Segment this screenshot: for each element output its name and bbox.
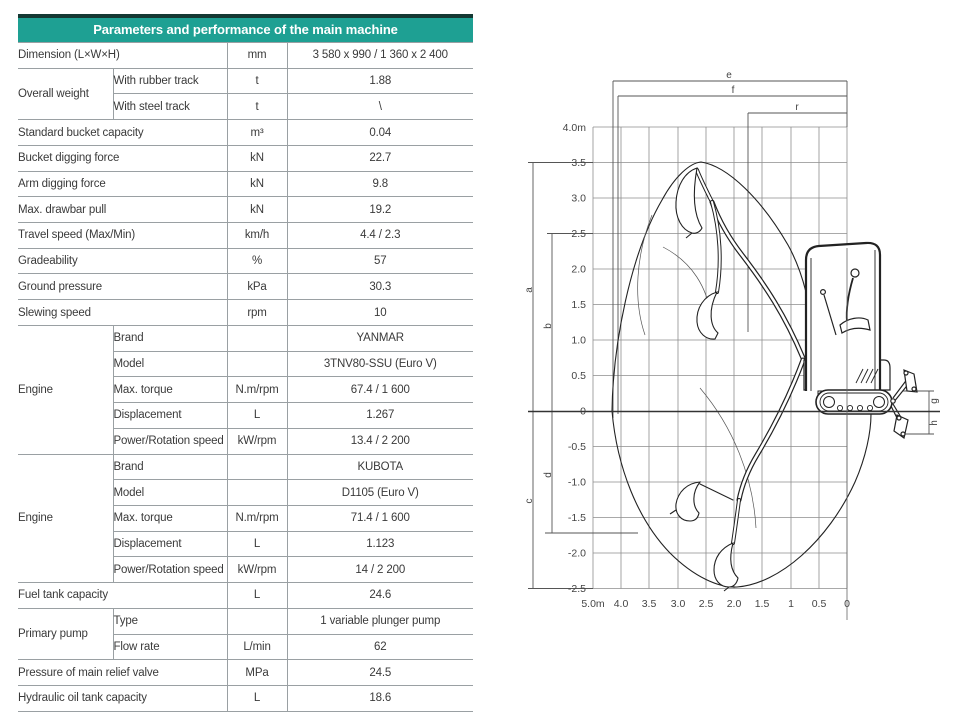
table-row — [18, 274, 473, 300]
param-subname: Model — [113, 480, 227, 506]
param-group-primary-pump: Primary pump — [18, 608, 113, 659]
param-unit: L — [227, 531, 287, 557]
param-group-overall-weight: Overall weight — [18, 68, 113, 119]
param-value: \ — [287, 94, 473, 120]
bucket-dump-position — [697, 292, 718, 339]
param-value: 0.04 — [287, 120, 473, 146]
param-value: 9.8 — [287, 171, 473, 197]
table-row — [18, 300, 473, 326]
x-tick-label: 4.0 — [613, 598, 629, 610]
param-unit: kN — [227, 197, 287, 223]
table-row — [18, 608, 473, 634]
param-value: 57 — [287, 248, 473, 274]
param-group-engine-1: Engine — [18, 325, 113, 454]
x-tick-label: 1 — [788, 598, 794, 610]
working-range-diagram — [520, 60, 956, 689]
param-name: Bucket digging force — [18, 145, 227, 171]
param-name: Standard bucket capacity — [18, 120, 227, 146]
param-unit: L/min — [227, 634, 287, 660]
param-subname: Displacement — [113, 403, 227, 429]
param-value: 71.4 / 1 600 — [287, 505, 473, 531]
param-subname: Max. torque — [113, 377, 227, 403]
param-name: Pressure of main relief valve — [18, 660, 227, 686]
param-value: 13.4 / 2 200 — [287, 428, 473, 454]
spec-table — [18, 42, 473, 712]
param-name: Arm digging force — [18, 171, 227, 197]
table-row — [18, 685, 473, 711]
table-row — [18, 325, 473, 351]
y-tick-label: 0 — [580, 405, 586, 418]
param-value: 1.267 — [287, 403, 473, 429]
param-name: Fuel tank capacity — [18, 583, 227, 609]
y-tick-label: 4.0m — [562, 122, 586, 134]
canopy-frame — [806, 243, 880, 391]
table-row — [18, 660, 473, 686]
param-unit: N.m/rpm — [227, 505, 287, 531]
track-undercarriage — [816, 390, 892, 414]
param-name: Gradeability — [18, 248, 227, 274]
dim-label-f: f — [731, 85, 735, 96]
bucket-max-height — [676, 168, 702, 238]
param-value: 14 / 2 200 — [287, 557, 473, 583]
dim-label-g: g — [929, 398, 940, 404]
y-tick-label: -2.5 — [567, 583, 586, 595]
param-value: 1 variable plunger pump — [287, 608, 473, 634]
param-value: 19.2 — [287, 197, 473, 223]
param-value: 30.3 — [287, 274, 473, 300]
param-name: Ground pressure — [18, 274, 227, 300]
dim-label-r: r — [795, 102, 799, 113]
param-subname: Power/Rotation speed — [113, 428, 227, 454]
boom-lowered — [700, 360, 803, 543]
param-value: 1.88 — [287, 68, 473, 94]
param-unit: m³ — [227, 120, 287, 146]
param-subname: With rubber track — [113, 68, 227, 94]
table-row — [18, 43, 473, 69]
param-subname: Displacement — [113, 531, 227, 557]
x-tick-label: 2.0 — [726, 598, 742, 610]
bucket-max-reach — [670, 482, 700, 521]
param-name: Dimension (L×W×H) — [18, 43, 227, 69]
table-row — [18, 120, 473, 146]
dim-label-b: b — [543, 323, 554, 329]
x-tick-label: 5.0m — [581, 598, 605, 610]
y-tick-label: -1.5 — [567, 512, 586, 524]
param-name: Max. drawbar pull — [18, 197, 227, 223]
y-tick-label: 2.0 — [571, 263, 586, 276]
param-subname: Flow rate — [113, 634, 227, 660]
y-tick-label: 1.0 — [571, 334, 586, 347]
table-row — [18, 223, 473, 249]
param-unit: kPa — [227, 274, 287, 300]
param-unit: MPa — [227, 660, 287, 686]
param-value: 24.6 — [287, 583, 473, 609]
param-name: Slewing speed — [18, 300, 227, 326]
excavator-illustration — [804, 243, 917, 438]
dim-label-a: a — [524, 287, 535, 293]
param-value: KUBOTA — [287, 454, 473, 480]
table-row — [18, 145, 473, 171]
param-unit — [227, 351, 287, 377]
bucket-swing-arcs — [638, 215, 756, 528]
param-value: 67.4 / 1 600 — [287, 377, 473, 403]
y-tick-label: 3.5 — [571, 157, 586, 169]
y-tick-label: 3.0 — [571, 192, 586, 205]
param-unit: L — [227, 403, 287, 429]
x-tick-label: 0.5 — [811, 598, 827, 610]
param-value: 3 580 x 990 / 1 360 x 2 400 — [287, 43, 473, 69]
param-subname: Max. torque — [113, 505, 227, 531]
x-tick-label: 1.5 — [754, 598, 770, 610]
param-value: 62 — [287, 634, 473, 660]
param-unit: t — [227, 68, 287, 94]
param-subname: Power/Rotation speed — [113, 557, 227, 583]
param-unit: kN — [227, 171, 287, 197]
param-unit: kN — [227, 145, 287, 171]
param-value: 4.4 / 2.3 — [287, 223, 473, 249]
dim-label-d: d — [543, 472, 554, 478]
table-row — [18, 171, 473, 197]
x-axis-labels — [581, 598, 850, 610]
param-subname: Brand — [113, 454, 227, 480]
param-unit: kW/rpm — [227, 557, 287, 583]
param-unit: L — [227, 583, 287, 609]
param-unit — [227, 608, 287, 634]
param-value: 3TNV80-SSU (Euro V) — [287, 351, 473, 377]
param-subname: Brand — [113, 325, 227, 351]
y-tick-label: -2.0 — [567, 547, 586, 560]
param-subname: With steel track — [113, 94, 227, 120]
dozer-blade — [891, 370, 917, 438]
parameters-table — [18, 14, 473, 712]
param-unit: L — [227, 685, 287, 711]
param-value: YANMAR — [287, 325, 473, 351]
param-unit — [227, 325, 287, 351]
param-unit — [227, 454, 287, 480]
param-value: 24.5 — [287, 660, 473, 686]
param-value: 1.123 — [287, 531, 473, 557]
param-value: D1105 (Euro V) — [287, 480, 473, 506]
param-group-engine-2: Engine — [18, 454, 113, 583]
dim-label-c: c — [524, 498, 535, 504]
table-row — [18, 583, 473, 609]
param-subname: Type — [113, 608, 227, 634]
param-unit: mm — [227, 43, 287, 69]
y-tick-label: -0.5 — [567, 441, 586, 453]
x-tick-label: 3.5 — [641, 598, 657, 610]
param-value: 18.6 — [287, 685, 473, 711]
table-row — [18, 197, 473, 223]
table-row — [18, 248, 473, 274]
y-axis-labels — [563, 122, 587, 595]
table-row — [18, 454, 473, 480]
param-value: 10 — [287, 300, 473, 326]
param-name: Travel speed (Max/Min) — [18, 223, 227, 249]
param-unit: rpm — [227, 300, 287, 326]
x-tick-label: 0 — [844, 598, 850, 610]
y-tick-label: 2.5 — [571, 228, 586, 240]
y-tick-label: 0.5 — [571, 370, 586, 382]
param-unit: kW/rpm — [227, 428, 287, 454]
y-tick-label: -1.0 — [567, 476, 586, 489]
table-title: Parameters and performance of the main machine — [18, 14, 473, 42]
param-unit: N.m/rpm — [227, 377, 287, 403]
param-subname: Model — [113, 351, 227, 377]
param-unit: km/h — [227, 223, 287, 249]
param-value: 22.7 — [287, 145, 473, 171]
x-tick-label: 3.0 — [670, 598, 686, 610]
param-unit: % — [227, 248, 287, 274]
param-name: Hydraulic oil tank capacity — [18, 685, 227, 711]
x-tick-label: 2.5 — [698, 598, 714, 610]
y-tick-label: 1.5 — [571, 299, 586, 311]
dim-label-e: e — [726, 70, 732, 81]
param-unit: t — [227, 94, 287, 120]
dim-label-h: h — [929, 420, 940, 426]
table-row — [18, 68, 473, 94]
param-unit — [227, 480, 287, 506]
